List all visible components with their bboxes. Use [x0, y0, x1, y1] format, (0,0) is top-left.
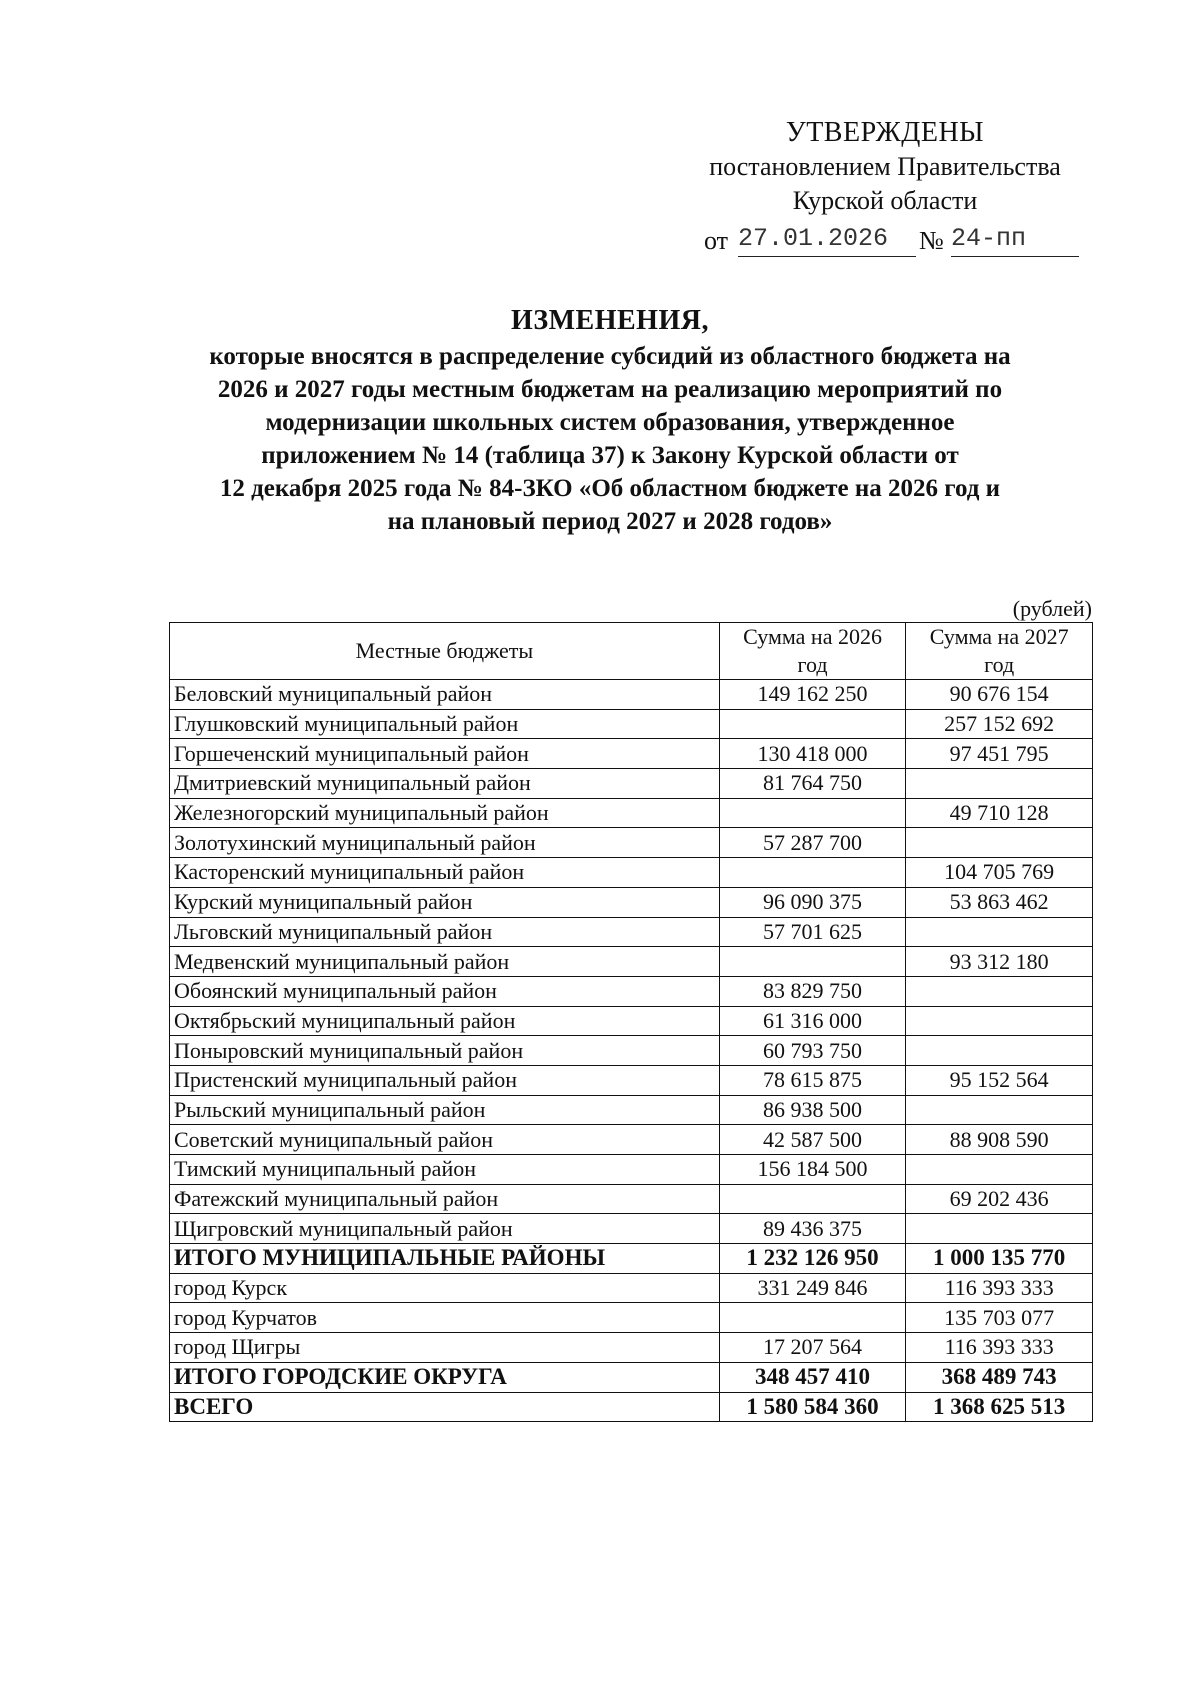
- number-sign: №: [919, 226, 944, 255]
- cell-budget-name: город Курск: [170, 1273, 720, 1303]
- cell-budget-name: Глушковский муниципальный район: [170, 709, 720, 739]
- cell-budget-name: Железногорский муниципальный район: [170, 798, 720, 828]
- cell-sum-2026: 86 938 500: [719, 1095, 906, 1125]
- header-sum-2027-line1: Сумма на 2027: [929, 624, 1069, 649]
- table-row: [170, 1303, 1093, 1333]
- cell-budget-name: Пристенский муниципальный район: [170, 1065, 720, 1095]
- cell-budget-name: Тимский муниципальный район: [170, 1155, 720, 1185]
- table-row: [170, 739, 1093, 769]
- cell-sum-2026: 89 436 375: [719, 1214, 906, 1244]
- cell-sum-2027: [906, 1095, 1093, 1125]
- cell-budget-name: Беловский муниципальный район: [170, 680, 720, 710]
- cell-sum-2027: [906, 917, 1093, 947]
- unit-label: (рублей): [1012, 596, 1092, 621]
- cell-budget-name: ИТОГО ГОРОДСКИЕ ОКРУГА: [170, 1362, 720, 1392]
- cell-sum-2027: [906, 1006, 1093, 1036]
- cell-sum-2027: 1 368 625 513: [906, 1392, 1093, 1422]
- header-sum-2027: [906, 623, 1093, 680]
- approval-line-1: постановлением Правительства: [709, 152, 1061, 181]
- cell-budget-name: ВСЕГО: [170, 1392, 720, 1422]
- cell-sum-2026: 156 184 500: [719, 1155, 906, 1185]
- cell-sum-2027: 69 202 436: [906, 1184, 1093, 1214]
- header-sum-2026-line1: Сумма на 2026: [743, 624, 882, 649]
- table-row: [170, 1095, 1093, 1125]
- cell-sum-2027: 49 710 128: [906, 798, 1093, 828]
- cell-sum-2027: [906, 828, 1093, 858]
- cell-budget-name: ИТОГО МУНИЦИПАЛЬНЫЕ РАЙОНЫ: [170, 1244, 720, 1274]
- table-row: [170, 1155, 1093, 1185]
- cell-sum-2027: 93 312 180: [906, 947, 1093, 977]
- cell-sum-2026: 1 580 584 360: [719, 1392, 906, 1422]
- cell-sum-2026: 42 587 500: [719, 1125, 906, 1155]
- cell-sum-2026: 81 764 750: [719, 769, 906, 799]
- subsidy-table: [169, 622, 1093, 1422]
- cell-sum-2026: [719, 858, 906, 888]
- cell-budget-name: Фатежский муниципальный район: [170, 1184, 720, 1214]
- cell-sum-2027: 104 705 769: [906, 858, 1093, 888]
- cell-budget-name: Щигровский муниципальный район: [170, 1214, 720, 1244]
- table-row: [170, 798, 1093, 828]
- table-row: [170, 858, 1093, 888]
- table-row: [170, 976, 1093, 1006]
- cell-budget-name: Поныровский муниципальный район: [170, 1036, 720, 1066]
- title-line: приложением № 14 (таблица 37) к Закону Курской области от: [261, 442, 959, 469]
- cell-sum-2027: 90 676 154: [906, 680, 1093, 710]
- table-body: [170, 680, 1093, 1422]
- document-title: [150, 302, 1070, 538]
- cell-sum-2027: 88 908 590: [906, 1125, 1093, 1155]
- cell-sum-2026: 149 162 250: [719, 680, 906, 710]
- header-sum-2026-line2: год: [797, 652, 828, 677]
- table-row: [170, 1273, 1093, 1303]
- cell-budget-name: город Курчатов: [170, 1303, 720, 1333]
- table-row: [170, 1036, 1093, 1066]
- title-line: которые вносятся в распределение субсидий из областного бюджета на: [209, 343, 1011, 370]
- table-row: [170, 1125, 1093, 1155]
- table-total-row: [170, 1244, 1093, 1274]
- cell-sum-2026: [719, 947, 906, 977]
- registration-line: [704, 222, 1076, 258]
- table-row: [170, 680, 1093, 710]
- cell-sum-2026: [719, 709, 906, 739]
- cell-sum-2027: [906, 976, 1093, 1006]
- table-row: [170, 1214, 1093, 1244]
- cell-sum-2027: 135 703 077: [906, 1303, 1093, 1333]
- header-sum-2027-line2: год: [984, 652, 1015, 677]
- cell-sum-2027: [906, 1036, 1093, 1066]
- table-row: [170, 947, 1093, 977]
- from-label: от: [704, 226, 729, 255]
- cell-sum-2027: 116 393 333: [906, 1333, 1093, 1363]
- cell-sum-2026: 61 316 000: [719, 1006, 906, 1036]
- cell-sum-2026: [719, 798, 906, 828]
- cell-sum-2027: [906, 1214, 1093, 1244]
- cell-sum-2026: 83 829 750: [719, 976, 906, 1006]
- title-line: 12 декабря 2025 года № 84-ЗКО «Об областном бюджете на 2026 год и: [219, 475, 1001, 502]
- cell-sum-2027: 53 863 462: [906, 887, 1093, 917]
- cell-sum-2027: 95 152 564: [906, 1065, 1093, 1095]
- table-row: [170, 1333, 1093, 1363]
- table-row: [170, 1065, 1093, 1095]
- table-row: [170, 828, 1093, 858]
- title-line: 2026 и 2027 годы местным бюджетам на реализацию мероприятий по: [217, 376, 1003, 403]
- table-total-row: [170, 1362, 1093, 1392]
- table-row: [170, 709, 1093, 739]
- cell-sum-2027: [906, 1155, 1093, 1185]
- cell-budget-name: Льговский муниципальный район: [170, 917, 720, 947]
- cell-budget-name: Золотухинский муниципальный район: [170, 828, 720, 858]
- cell-budget-name: Обоянский муниципальный район: [170, 976, 720, 1006]
- registration-number: 24-пп: [951, 222, 1079, 257]
- cell-sum-2027: 97 451 795: [906, 739, 1093, 769]
- cell-sum-2026: 78 615 875: [719, 1065, 906, 1095]
- cell-sum-2026: 130 418 000: [719, 739, 906, 769]
- header-local-budgets: Местные бюджеты: [170, 623, 720, 680]
- table-total-row: [170, 1392, 1093, 1422]
- cell-budget-name: Медвенский муниципальный район: [170, 947, 720, 977]
- cell-sum-2026: 60 793 750: [719, 1036, 906, 1066]
- cell-sum-2027: 368 489 743: [906, 1362, 1093, 1392]
- table-row: [170, 769, 1093, 799]
- cell-budget-name: Дмитриевский муниципальный район: [170, 769, 720, 799]
- table-row: [170, 917, 1093, 947]
- cell-budget-name: Рыльский муниципальный район: [170, 1095, 720, 1125]
- table-row: [170, 1006, 1093, 1036]
- approval-stamp: УТВЕРЖДЕНЫ: [785, 117, 985, 148]
- title-line: на плановый период 2027 и 2028 годов»: [387, 508, 833, 535]
- approval-block: [690, 116, 1080, 218]
- cell-sum-2026: 57 287 700: [719, 828, 906, 858]
- cell-sum-2027: 1 000 135 770: [906, 1244, 1093, 1274]
- cell-budget-name: город Щигры: [170, 1333, 720, 1363]
- cell-sum-2027: 116 393 333: [906, 1273, 1093, 1303]
- title-heading: ИЗМЕНЕНИЯ,: [511, 305, 709, 336]
- table-row: [170, 887, 1093, 917]
- cell-budget-name: Курский муниципальный район: [170, 887, 720, 917]
- registration-date: 27.01.2026: [738, 222, 916, 257]
- title-line: модернизации школьных систем образования, утвержденное: [265, 409, 955, 436]
- header-sum-2026: [719, 623, 906, 680]
- table-header-row: [170, 623, 1093, 680]
- cell-sum-2027: [906, 769, 1093, 799]
- cell-sum-2027: 257 152 692: [906, 709, 1093, 739]
- cell-sum-2026: 57 701 625: [719, 917, 906, 947]
- cell-sum-2026: 348 457 410: [719, 1362, 906, 1392]
- cell-budget-name: Советский муниципальный район: [170, 1125, 720, 1155]
- cell-sum-2026: 1 232 126 950: [719, 1244, 906, 1274]
- cell-sum-2026: 331 249 846: [719, 1273, 906, 1303]
- cell-sum-2026: 17 207 564: [719, 1333, 906, 1363]
- table-row: [170, 1184, 1093, 1214]
- cell-budget-name: Касторенский муниципальный район: [170, 858, 720, 888]
- cell-sum-2026: [719, 1303, 906, 1333]
- cell-budget-name: Октябрьский муниципальный район: [170, 1006, 720, 1036]
- cell-sum-2026: 96 090 375: [719, 887, 906, 917]
- approval-line-2: Курской области: [792, 186, 978, 215]
- cell-sum-2026: [719, 1184, 906, 1214]
- cell-budget-name: Горшеченский муниципальный район: [170, 739, 720, 769]
